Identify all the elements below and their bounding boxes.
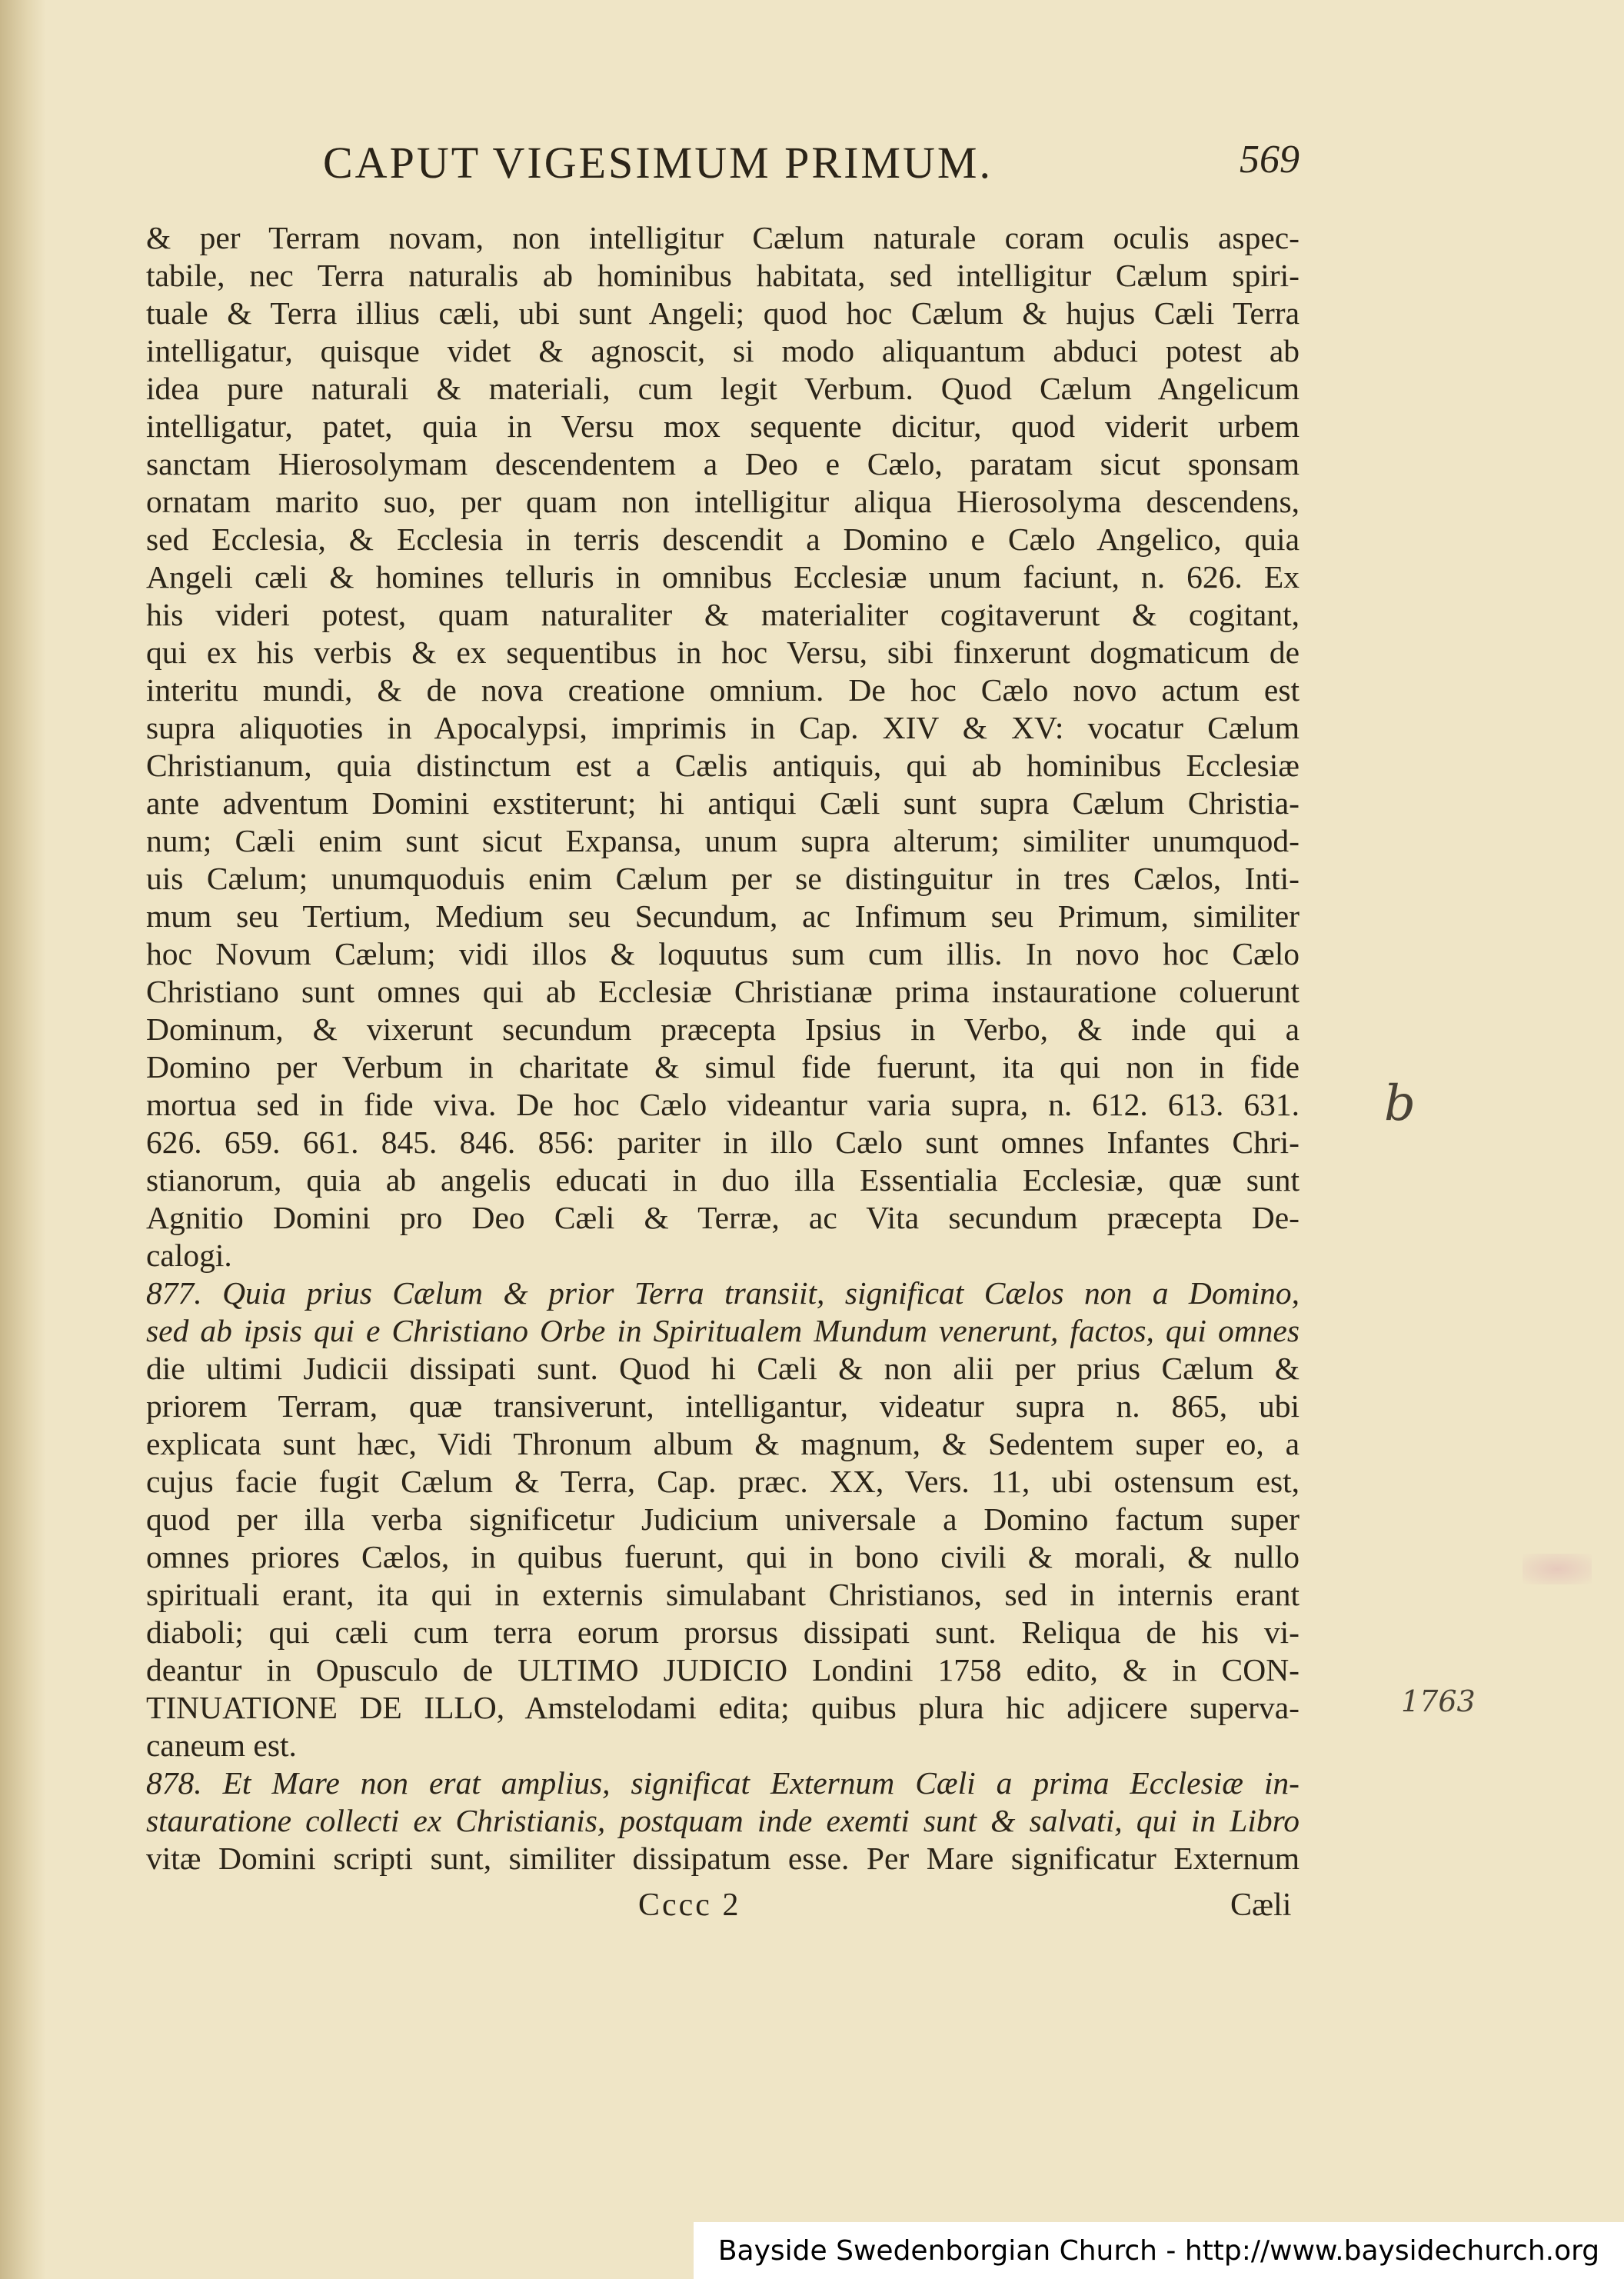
catchword: Cæli <box>1230 1888 1292 1923</box>
text-line: mum seu Tertium, Medium seu Secundum, ac Infimum seu Primum, similiter <box>146 898 1300 934</box>
body-text <box>146 219 1300 1878</box>
text-line: omnes priores Cælos, in quibus fuerunt, qui in bono civili & morali, & nullo <box>146 1539 1300 1574</box>
margin-note-letter: b <box>1384 1075 1416 1132</box>
text-line: TINUATIONE DE ILLO, Amstelodami edita; quibus plura hic adjicere superva- <box>146 1690 1300 1725</box>
text-line: diaboli; qui cæli cum terra eorum prorsus dissipati sunt. Reliqua de his vi- <box>146 1614 1300 1650</box>
text-line: tuale & Terra illius cæli, ubi sunt Angeli; quod hoc Cælum & hujus Cæli Terra <box>146 295 1300 331</box>
text-line: die ultimi Judicii dissipati sunt. Quod hi Cæli & non alii per prius Cælum & <box>146 1351 1300 1386</box>
text-line: tabile, nec Terra naturalis ab hominibus habitata, sed intelligitur Cælum spiri- <box>146 258 1300 293</box>
text-line: Christianum, quia distinctum est a Cælis antiquis, qui ab hominibus Ecclesiæ <box>146 748 1300 783</box>
text-line: interitu mundi, & de nova creatione omnium. De hoc Cælo novo actum est <box>146 672 1300 708</box>
text-line: supra aliquoties in Apocalypsi, imprimis in Cap. XIV & XV: vocatur Cælum <box>146 710 1300 745</box>
footer-credit-text: Bayside Swedenborgian Church - http://www.baysidechurch.org <box>717 2234 1600 2267</box>
text-line: priorem Terram, quæ transiverunt, intelligantur, videatur supra n. 865, ubi <box>146 1388 1300 1424</box>
text-line: stianorum, quia ab angelis educati in duo illa Essentialia Ecclesiæ, quæ sunt <box>146 1162 1300 1198</box>
text-line-italic: 878. Et Mare non erat amplius, significat Externum Cæli a prima Ecclesiæ in- <box>146 1765 1300 1801</box>
ink-stain <box>1522 1554 1592 1584</box>
text-line: 626. 659. 661. 845. 846. 856: pariter in illo Cælo sunt omnes Infantes Chri- <box>146 1125 1300 1160</box>
text-line: Agnitio Domini pro Deo Cæli & Terræ, ac Vita secundum præcepta De- <box>146 1200 1300 1235</box>
page-header <box>146 137 1300 198</box>
text-line: ornatam marito suo, per quam non intelligitur aliqua Hierosolyma descendens, <box>146 484 1300 519</box>
text-line: quod per illa verba significetur Judicium universale a Domino factum super <box>146 1501 1300 1537</box>
text-line-italic: sed ab ipsis qui e Christiano Orbe in Spiritualem Mundum venerunt, factos, qui omnes <box>146 1313 1300 1348</box>
text-line-italic: stauratione collecti ex Christianis, postquam inde exemti sunt & salvati, qui in Libro <box>146 1803 1300 1838</box>
text-line: his videri potest, quam naturaliter & materialiter cogitaverunt & cogitant, <box>146 597 1300 632</box>
text-line: vitæ Domini scripti sunt, similiter dissipatum esse. Per Mare significatur Externum <box>146 1841 1300 1876</box>
text-line: ante adventum Domini exstiterunt; hi antiqui Cæli sunt supra Cælum Christia- <box>146 785 1300 821</box>
text-line: intelligatur, quisque videt & agnoscit, si modo aliquantum abduci potest ab <box>146 333 1300 368</box>
margin-note-year: 1763 <box>1401 1684 1476 1718</box>
text-line: num; Cæli enim sunt sicut Expansa, unum supra alterum; similiter unumquod- <box>146 823 1300 858</box>
text-line: cujus facie fugit Cælum & Terra, Cap. præc. XX, Vers. 11, ubi ostensum est, <box>146 1464 1300 1499</box>
text-line: explicata sunt hæc, Vidi Thronum album & magnum, & Sedentem super eo, a <box>146 1426 1300 1461</box>
text-line: & per Terram novam, non intelligitur Cælum naturale coram oculis aspec- <box>146 220 1300 255</box>
text-line: Angeli cæli & homines telluris in omnibus Ecclesiæ unum faciunt, n. 626. Ex <box>146 559 1300 595</box>
text-line: sanctam Hierosolymam descendentem a Deo e Cælo, paratam sicut sponsam <box>146 446 1300 481</box>
text-line-italic: 877. Quia prius Cælum & prior Terra transiit, significat Cælos non a Domino, <box>146 1275 1300 1311</box>
text-line: deantur in Opusculo de ULTIMO JUDICIO Londini 1758 edito, & in CON- <box>146 1652 1300 1688</box>
text-line: calogi. <box>146 1238 232 1273</box>
page-number: 569 <box>1240 138 1300 182</box>
text-line: mortua sed in fide viva. De hoc Cælo videantur varia supra, n. 612. 613. 631. <box>146 1087 1300 1122</box>
text-line: hoc Novum Cælum; vidi illos & loquutus sum cum illis. In novo hoc Cælo <box>146 936 1300 971</box>
text-line: uis Cælum; unumquoduis enim Cælum per se distinguitur in tres Cælos, Inti- <box>146 861 1300 896</box>
text-line: spirituali erant, ita qui in externis simulabant Christianos, sed in internis erant <box>146 1577 1300 1612</box>
footer-credit-banner <box>694 2222 1624 2279</box>
text-line: qui ex his verbis & ex sequentibus in hoc Versu, sibi finxerunt dogmaticum de <box>146 635 1300 670</box>
text-line: idea pure naturali & materiali, cum legit Verbum. Quod Cælum Angelicum <box>146 371 1300 406</box>
running-title: CAPUT VIGESIMUM PRIMUM. <box>323 138 993 188</box>
signature-mark: Cccc 2 <box>638 1888 741 1923</box>
text-line: Dominum, & vixerunt secundum præcepta Ipsius in Verbo, & inde qui a <box>146 1011 1300 1047</box>
page-edge-shadow <box>0 0 46 2279</box>
text-line: Christiano sunt omnes qui ab Ecclesiæ Christianæ prima instauratione coluerunt <box>146 974 1300 1009</box>
text-line: caneum est. <box>146 1728 297 1763</box>
text-line: sed Ecclesia, & Ecclesia in terris descendit a Domino e Cælo Angelico, quia <box>146 521 1300 557</box>
text-line: Domino per Verbum in charitate & simul fide fuerunt, ita qui non in fide <box>146 1049 1300 1085</box>
text-line: intelligatur, patet, quia in Versu mox sequente dicitur, quod viderit urbem <box>146 408 1300 444</box>
